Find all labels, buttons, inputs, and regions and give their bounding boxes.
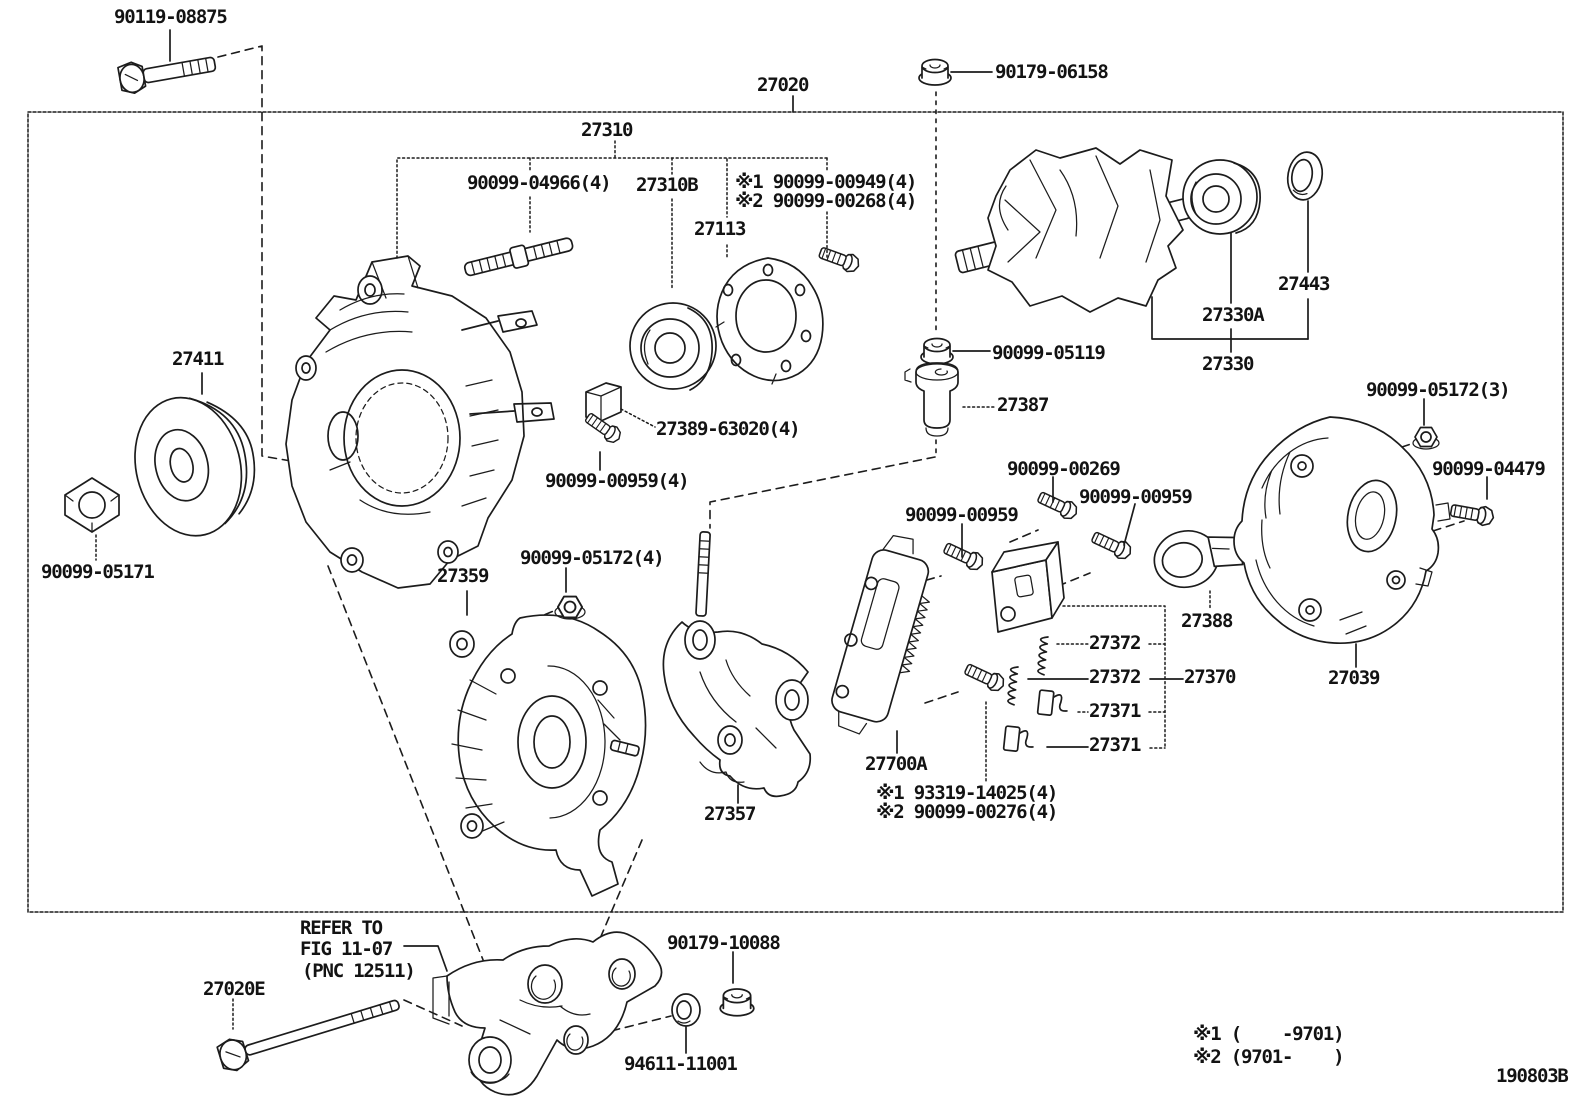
part-label-27370: 27370: [1184, 666, 1236, 688]
front-bracket-drawing: [286, 256, 554, 588]
rear-cover-drawing-27039: [1234, 417, 1450, 643]
retainer-plate-drawing-27113: [716, 258, 823, 384]
note-label-90099-00276: ※2 90099-00276(4): [876, 801, 1058, 823]
part-label-27700A: 27700A: [865, 753, 927, 775]
insulator-drawing-27387: [905, 363, 958, 436]
part-label-27443: 27443: [1278, 273, 1330, 295]
washer-drawing-94611: [672, 994, 700, 1026]
brush-spring-drawing-1: [1037, 636, 1048, 675]
part-label-90099-00269: 90099-00269: [1007, 458, 1120, 480]
screw-drawing-93319: [963, 661, 1007, 694]
part-label-27039: 27039: [1328, 667, 1380, 689]
part-label-90099-05171: 90099-05171: [41, 561, 154, 583]
part-label-27330A: 27330A: [1202, 304, 1264, 326]
part-label-27310: 27310: [581, 119, 633, 141]
bearing-drawing-27330A: [1183, 160, 1260, 234]
bolt-drawing-90099-00949: [817, 244, 861, 275]
mount-bolt-drawing-90119: [117, 48, 217, 95]
ring-drawing-27443: [1284, 149, 1326, 202]
part-label-27411: 27411: [172, 348, 224, 370]
note-label-90099-00949: ※1 90099-00949(4): [735, 171, 917, 193]
part-label-27372-2: 27372: [1089, 666, 1141, 688]
connector-drawing-27388: [1149, 520, 1248, 593]
part-label-27113: 27113: [694, 218, 746, 240]
part-label-27372-1: 27372: [1089, 632, 1141, 654]
rotor-drawing-27330: [955, 148, 1192, 312]
brush-drawing-2: [1003, 726, 1034, 753]
terminal-stud-drawing: [696, 532, 710, 616]
brush-holder-drawing-27357: [663, 621, 810, 796]
note-label-90099-00268: ※2 90099-00268(4): [735, 190, 917, 212]
nut-drawing-90099-05119: [921, 339, 953, 365]
note-label-93319-14025: ※1 93319-14025(4): [876, 782, 1058, 804]
part-label-90119-08875: 90119-08875: [114, 6, 227, 28]
part-label-27371-2: 27371: [1089, 734, 1141, 756]
part-label-27310B: 27310B: [636, 174, 698, 196]
part-label-90099-00959-l: 90099-00959: [905, 504, 1018, 526]
part-label-94611-11001: 94611-11001: [624, 1053, 737, 1075]
part-label-27357: 27357: [704, 803, 756, 825]
part-label-90099-04479: 90099-04479: [1432, 458, 1545, 480]
part-label-27388: 27388: [1181, 610, 1233, 632]
footnote-period-2: ※2 (9701- ): [1193, 1046, 1344, 1068]
footnote-period-1: ※1 ( -9701): [1193, 1023, 1344, 1045]
pulley-drawing-27411: [121, 383, 269, 547]
stud-drawing-90099-04966: [463, 233, 575, 280]
regulator-drawing-27370: [992, 542, 1064, 632]
part-label-90099-04966: 90099-04966(4): [467, 172, 611, 194]
part-label-27389-63020: 27389-63020(4): [656, 418, 800, 440]
part-label-90099-00959-r: 90099-00959: [1079, 486, 1192, 508]
part-label-90099-05172-4: 90099-05172(4): [520, 547, 664, 569]
part-label-90099-05119: 90099-05119: [992, 342, 1105, 364]
bearing-drawing-27310B: [630, 303, 716, 390]
part-label-90099-05172-3: 90099-05172(3): [1366, 379, 1510, 401]
brush-spring-drawing-2: [1007, 666, 1018, 705]
nut-drawing-90099-05172-3: [1413, 428, 1439, 450]
bolt-drawing-90099-00269: [1036, 489, 1080, 522]
nut-drawing-90099-05171: [65, 478, 119, 532]
part-label-27330: 27330: [1202, 353, 1254, 375]
rectifier-drawing-27700A: [821, 529, 945, 743]
through-bolt-drawing-27020E: [216, 989, 403, 1074]
bolt-drawing-90099-00959-left: [942, 540, 986, 573]
part-label-27359: 27359: [437, 565, 489, 587]
rear-bracket-drawing-27359: [450, 615, 646, 896]
refer-note-line1: REFER TO: [300, 917, 382, 939]
part-label-90099-00959-4: 90099-00959(4): [545, 470, 689, 492]
part-label-27020E: 27020E: [203, 978, 265, 1000]
figure-code: 190803B: [1496, 1065, 1568, 1087]
nut-drawing-90179-10088: [720, 989, 754, 1016]
refer-note-line2: FIG 11-07: [300, 938, 393, 960]
nut-drawing-90179-06158: [919, 60, 951, 86]
part-label-90179-10088: 90179-10088: [667, 932, 780, 954]
bolt-drawing-90099-04479: [1450, 501, 1495, 527]
brush-drawing-1: [1037, 690, 1068, 717]
part-label-27371-1: 27371: [1089, 700, 1141, 722]
part-label-27020: 27020: [757, 74, 809, 96]
part-label-27387: 27387: [997, 394, 1049, 416]
part-label-90179-06158: 90179-06158: [995, 61, 1108, 83]
refer-note-line3: (PNC 12511): [302, 960, 415, 982]
